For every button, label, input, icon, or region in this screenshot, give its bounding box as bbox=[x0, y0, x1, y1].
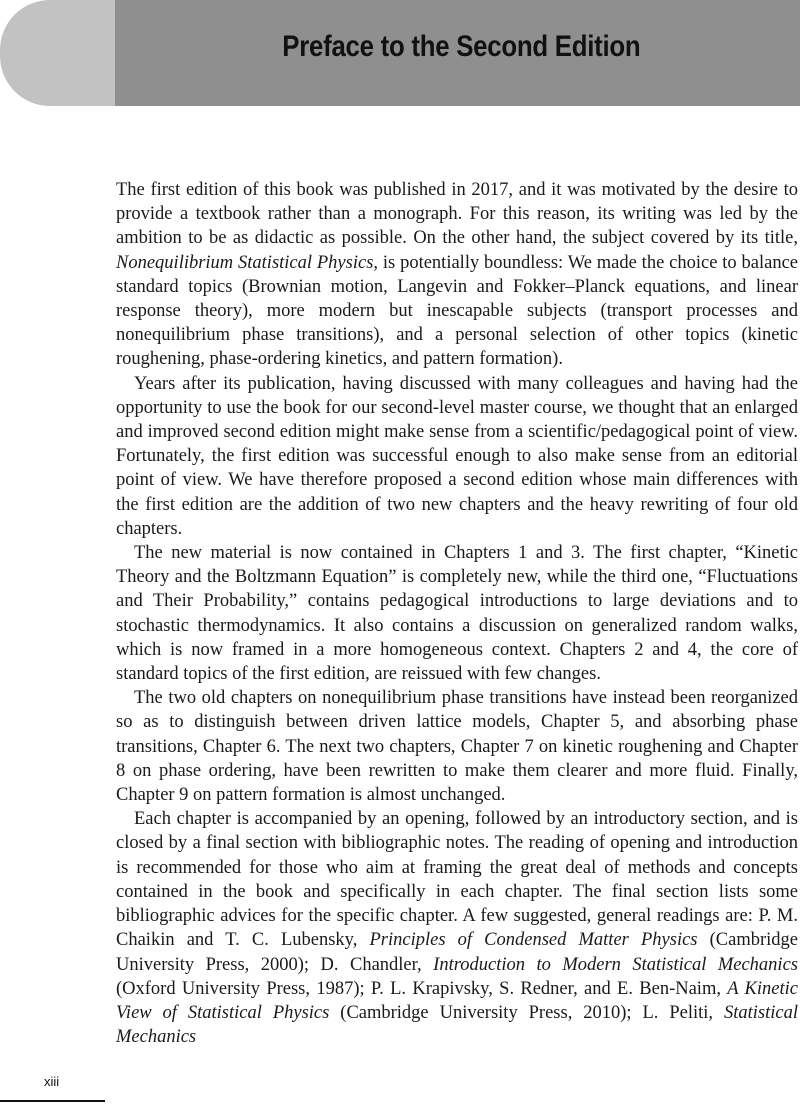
page-title: Preface to the Second Edition bbox=[281, 30, 640, 63]
body-text bbox=[116, 178, 798, 1049]
text-run: (Oxford University Press, 1987); P. L. Krapivsky, S. Redner, and E. Ben-Naim, bbox=[116, 978, 728, 999]
text-run: Years after its publication, having discussed with many colleagues and having had the opportunity to use the book for our second-level master course, we thought that an enlarged and improved second edition might make sense from a scientific/pedagogical point of view. Fortunately, the first edition was successful enough to also make sense from an editorial point of view. We have therefore proposed a second edition whose main differences with the first edition are the addition of two new chapters and the heavy rewriting of four old chapters. bbox=[116, 373, 798, 539]
text-run: , is potentially boundless: We made the choice to balance standard topics (Brownian motion, Langevin and Fokker–Planck equations, and linear response theory), more modern but inescapable subjects (transport processes and nonequilibrium phase transitions), and a personal selection of other topics (kinetic roughening, phase-ordering kinetics, and pattern formation). bbox=[116, 252, 798, 370]
text-run: Each chapter is accompanied by an opening, followed by an introductory section, and is closed by a final section with bibliographic notes. The reading of opening and introduction is recommended for those who aim at framing the great deal of methods and concepts contained in the book and specifically in each chapter. The final section lists some bibliographic advices for the specific chapter. A few suggested, general readings are: P. M. Chaikin and T. C. Lubensky, bbox=[116, 809, 798, 951]
footer-rule bbox=[0, 1100, 105, 1102]
italic-title: Nonequilibrium Statistical Physics bbox=[116, 252, 374, 273]
paragraph bbox=[116, 686, 798, 807]
italic-title: A Kinetic View of Statistical Physics bbox=[116, 978, 798, 1023]
text-run: The two old chapters on nonequilibrium phase transitions have instead been reorganized so as to distinguish between driven lattice models, Chapter 5, and absorbing phase transitions, Chapter 6. The next two chapters, Chapter 7 on kinetic roughening and Chapter 8 on phase ordering, have been rewritten to make them clearer and more fluid. Finally, Chapter 9 on pattern formation is almost unchanged. bbox=[116, 688, 798, 806]
paragraph bbox=[116, 372, 798, 541]
text-run: The new material is now contained in Chapters 1 and 3. The first chapter, “Kinetic Theory and the Boltzmann Equation” is completely new, while the third one, “Fluctuations and Their Probability,” contains pedagogical introductions to large deviations and to stochastic thermodynamics. It also contains a discussion on generalized random walks, which is now framed in a more homogeneous context. Chapters 2 and 4, the core of standard topics of the first edition, are reissued with few changes. bbox=[116, 543, 798, 685]
text-run: The first edition of this book was published in 2017, and it was motivated by the desire to provide a textbook rather than a monograph. For this reason, its writing was led by the ambition to be as didactic as possible. On the other hand, the subject covered by its title, bbox=[116, 180, 798, 249]
text-run: (Cambridge University Press, 2000); D. Chandler, bbox=[116, 930, 798, 975]
header-bar bbox=[115, 0, 800, 106]
page-number: xiii bbox=[44, 1074, 60, 1089]
italic-title: Principles of Condensed Matter Physics bbox=[369, 930, 698, 951]
paragraph bbox=[116, 178, 798, 372]
text-run: (Cambridge University Press, 2010); L. Peliti, bbox=[329, 1002, 724, 1023]
italic-title: Statistical Mechanics bbox=[116, 1002, 798, 1048]
italic-title: Introduction to Modern Statistical Mechanics bbox=[433, 954, 798, 975]
paragraph bbox=[116, 807, 798, 1049]
paragraph bbox=[116, 541, 798, 686]
header-tab bbox=[0, 0, 130, 106]
